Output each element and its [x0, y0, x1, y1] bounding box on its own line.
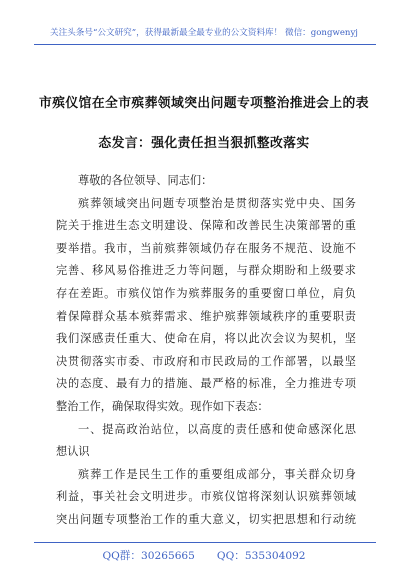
section-heading-cont: 想认识	[56, 445, 90, 459]
body-line: 我们深感责任重大、使命在肩，将以此次会议为契机，坚	[56, 332, 356, 346]
header-note: 关注头条号“公文研究”，获得最新最全最专业的公文资料库！ 微信：gongwenyj	[50, 28, 358, 38]
footer-contact	[34, 548, 374, 563]
body-line: 殡葬领域突出问题专项整治是贯彻落实党中央、国务	[78, 196, 356, 210]
salutation: 尊敬的各位领导、同志们：	[78, 174, 213, 187]
body-line: 整治工作，确保取得实效。现作如下表态：	[56, 399, 269, 413]
body-line: 要举措。我市，当前殡葬领域仍存在服务不规范、设施不	[56, 241, 356, 255]
body-line: 完善、移风易俗推进乏力等问题，与群众期盼和上级要求	[56, 264, 356, 278]
body-line: 决贯彻落实市委、市政府和市民政局的工作部署，以最坚	[56, 354, 356, 368]
document-title-line-2: 态发言：强化责任担当狠抓整改落实	[98, 136, 310, 151]
body-line: 存在差距。市殡仪馆作为殡葬服务的重要窗口单位，肩负	[56, 286, 356, 300]
footer-qq: QQ：535304092	[216, 550, 306, 562]
body-line: 突出问题专项整治工作的重大意义，切实把思想和行动统	[56, 512, 356, 526]
footer-qq-group: QQ群：30265665	[102, 550, 195, 562]
body-line: 殡葬工作是民生工作的重要组成部分，事关群众切身	[78, 467, 356, 481]
document-body	[56, 170, 356, 532]
body-line: 决的态度、最有力的措施、最严格的标准，全力推进专项	[56, 377, 356, 391]
header-divider	[34, 44, 376, 45]
document-title-line-1: 市殡仪馆在全市殡葬领域突出问题专项整治推进会上的表	[39, 96, 369, 111]
body-line: 着保障群众基本殡葬需求、维护殡葬领域秩序的重要职责	[56, 309, 356, 323]
footer-divider	[34, 542, 376, 543]
body-line: 院关于推进生态文明建设、保障和改善民生决策部署的重	[56, 219, 356, 233]
body-line: 利益，事关社会文明进步。市殡仪馆将深刻认识殡葬领域	[56, 490, 356, 504]
section-heading: 一、提高政治站位，以高度的责任感和使命感深化思	[78, 422, 356, 436]
